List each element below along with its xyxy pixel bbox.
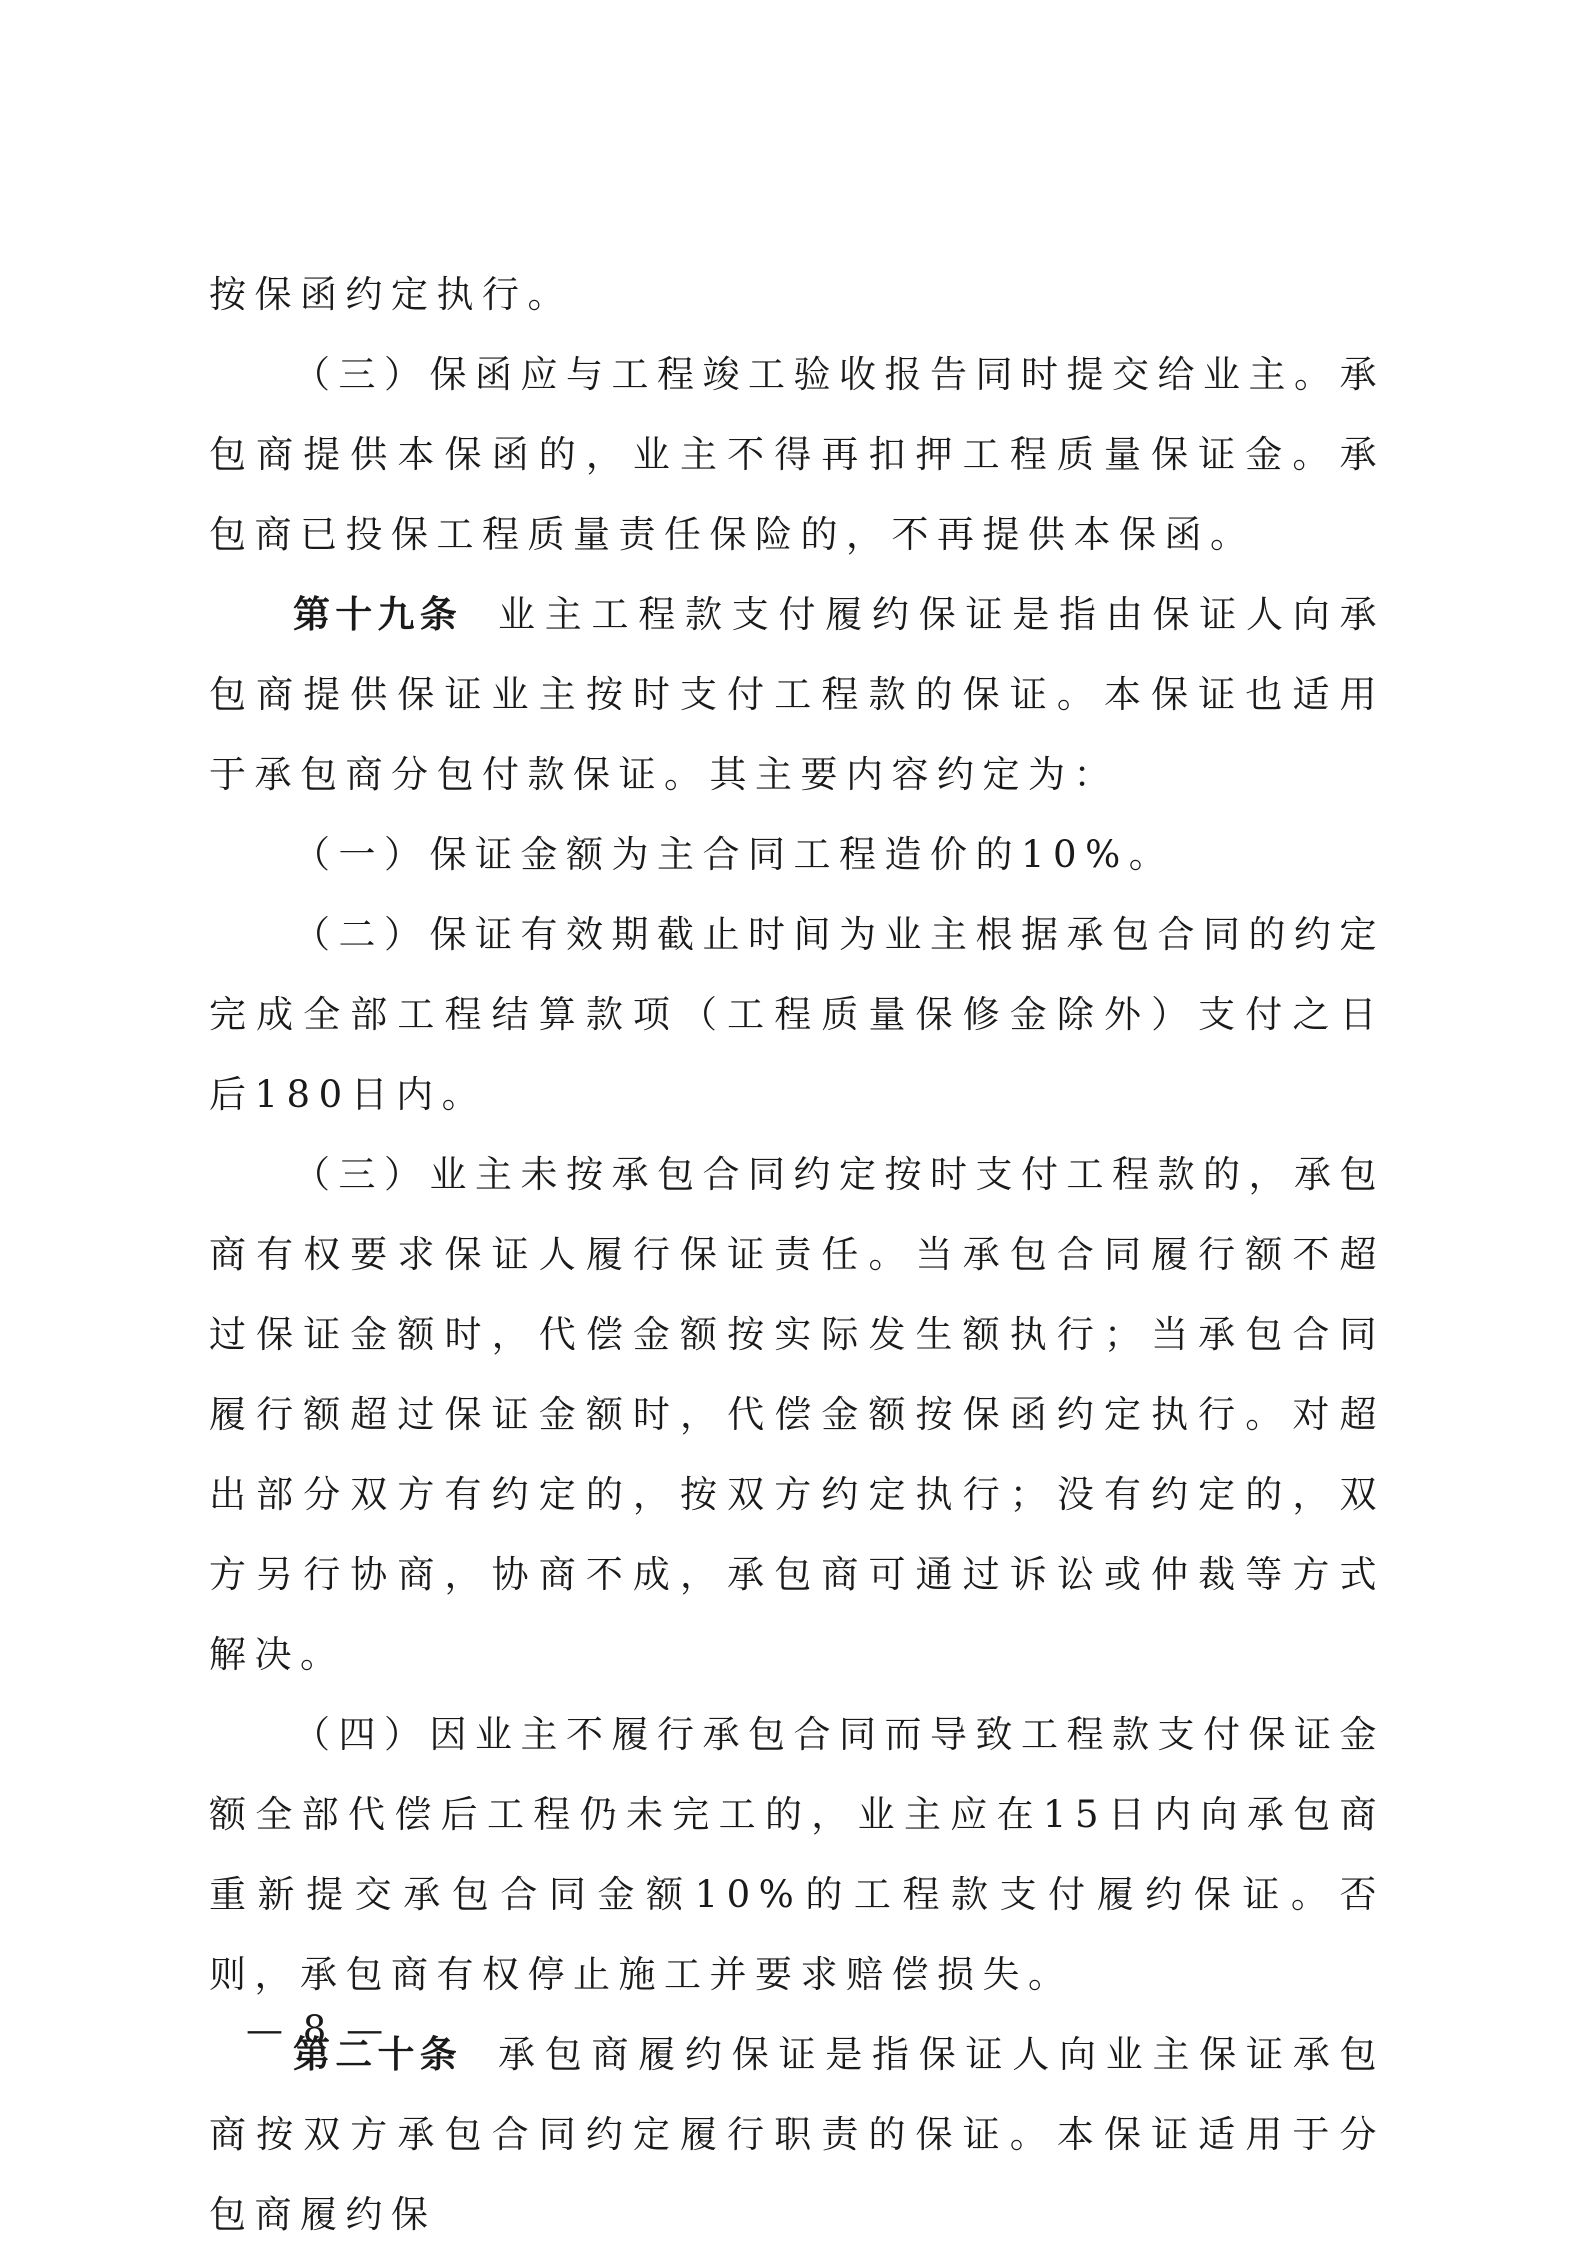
paragraph-clause [209,815,1385,895]
paragraph-continuation [209,255,1385,335]
paragraph-text: （四）因业主不履行承包合同而导致工程款支付保证金额全部代偿后工程仍未完工的，业主应在15日内向承包商重新提交承包合同金额10%的工程款支付履约保证。否则，承包商有权停止施工并要求赔偿损失。 [209,1713,1385,1996]
paragraph-text: （三）业主未按承包合同约定按时支付工程款的，承包商有权要求保证人履行保证责任。当承包合同履行额不超过保证金额时，代偿金额按实际发生额执行；当承包合同履行额超过保证金额时，代偿金额按保函约定执行。对超出部分双方有约定的，按双方约定执行；没有约定的，双方另行协商，协商不成，承包商可通过诉讼或仲裁等方式解决。 [209,1153,1385,1676]
article-20 [209,2015,1385,2255]
paragraph-text: 按保函约定执行。 [209,273,573,316]
paragraph-text: （二）保证有效期截止时间为业主根据承包合同的约定完成全部工程结算款项（工程质量保修金除外）支付之日后180日内。 [209,913,1385,1116]
paragraph-text: （一）保证金额为主合同工程造价的10%。 [293,833,1175,876]
paragraph-clause [209,1135,1385,1695]
document-body [209,255,1385,2255]
paragraph-clause [209,335,1385,575]
paragraph-text: 业主工程款支付履约保证是指由保证人向承包商提供保证业主按时支付工程款的保证。本保证也适用于承包商分包付款保证。其主要内容约定为： [209,593,1385,796]
article-title: 第二十条 [293,2033,462,2076]
paragraph-text: （三）保函应与工程竣工验收报告同时提交给业主。承包商提供本保函的，业主不得再扣押工程质量保证金。承包商已投保工程质量责任保险的，不再提供本保函。 [209,353,1385,556]
page-number: — 8 — [246,2008,388,2051]
paragraph-clause [209,895,1385,1135]
paragraph-text: 承包商履约保证是指保证人向业主保证承包商按双方承包合同约定履行职责的保证。本保证适用于分包商履约保 [209,2033,1385,2236]
article-19 [209,575,1385,815]
paragraph-clause [209,1695,1385,2015]
article-title: 第十九条 [293,593,462,636]
